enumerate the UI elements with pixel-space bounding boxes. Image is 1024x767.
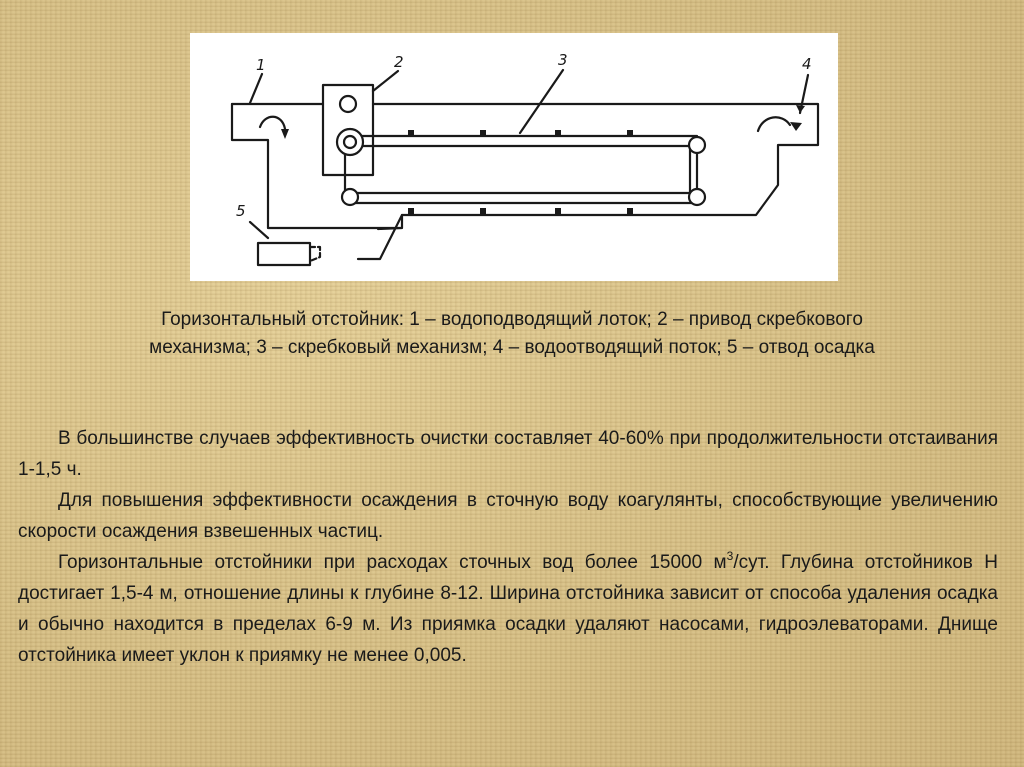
outlet-arrow: [758, 117, 790, 131]
paragraph-dimensions: [18, 547, 998, 671]
sprocket-bottom-left: [342, 189, 358, 205]
paragraph-efficiency: В большинстве случаев эффективность очистки составляет 40-60% при продолжительности отстаивания 1-1,5 ч.: [18, 428, 998, 480]
sprocket-bottom-right: [689, 189, 705, 205]
inlet-arrow: [260, 117, 285, 129]
callout-5: 5: [236, 202, 246, 220]
tank-outline: [232, 104, 402, 259]
paragraph-dimensions-part1: Горизонтальные отстойники при расходах сточных вод более 15000 м: [58, 552, 727, 573]
paragraph-coagulants: Для повышения эффективности осаждения в сточную воду коагулянты, способствующие увеличению скорости осаждения взвешенных частиц.: [18, 490, 998, 542]
paragraph-dimensions-part2: /сут. Глубина отстойников Н достигает 1,5-4 м, отношение длины к глубине 8-12. Ширина отстойника зависит от способа удаления осадка и обычно находится в пределах 6-9 м. Из приямка осадки удаляют насосами, гидроэлеваторами. Днище отстойника имеет уклон к приямку не менее 0,005.: [18, 552, 999, 666]
callout-2: 2: [394, 53, 404, 71]
body-text: [18, 423, 998, 671]
callout-3: 3: [558, 51, 568, 69]
callout-1: 1: [256, 56, 266, 74]
caption-line-1: Горизонтальный отстойник: 1 – водоподводящий лоток; 2 – привод скребкового: [161, 309, 863, 330]
settling-tank-diagram: [190, 33, 838, 281]
figure-caption: [28, 306, 996, 362]
drive-sprocket-small: [340, 96, 356, 112]
superscript-3: 3: [726, 548, 734, 563]
sprocket-top-right: [689, 137, 705, 153]
diagram-drawing: [190, 33, 838, 281]
sludge-outlet-pipe: [258, 243, 310, 265]
caption-line-2: механизма; 3 – скребковый механизм; 4 – водоотводящий поток; 5 – отвод осадка: [149, 337, 875, 358]
callout-4: 4: [802, 55, 812, 73]
